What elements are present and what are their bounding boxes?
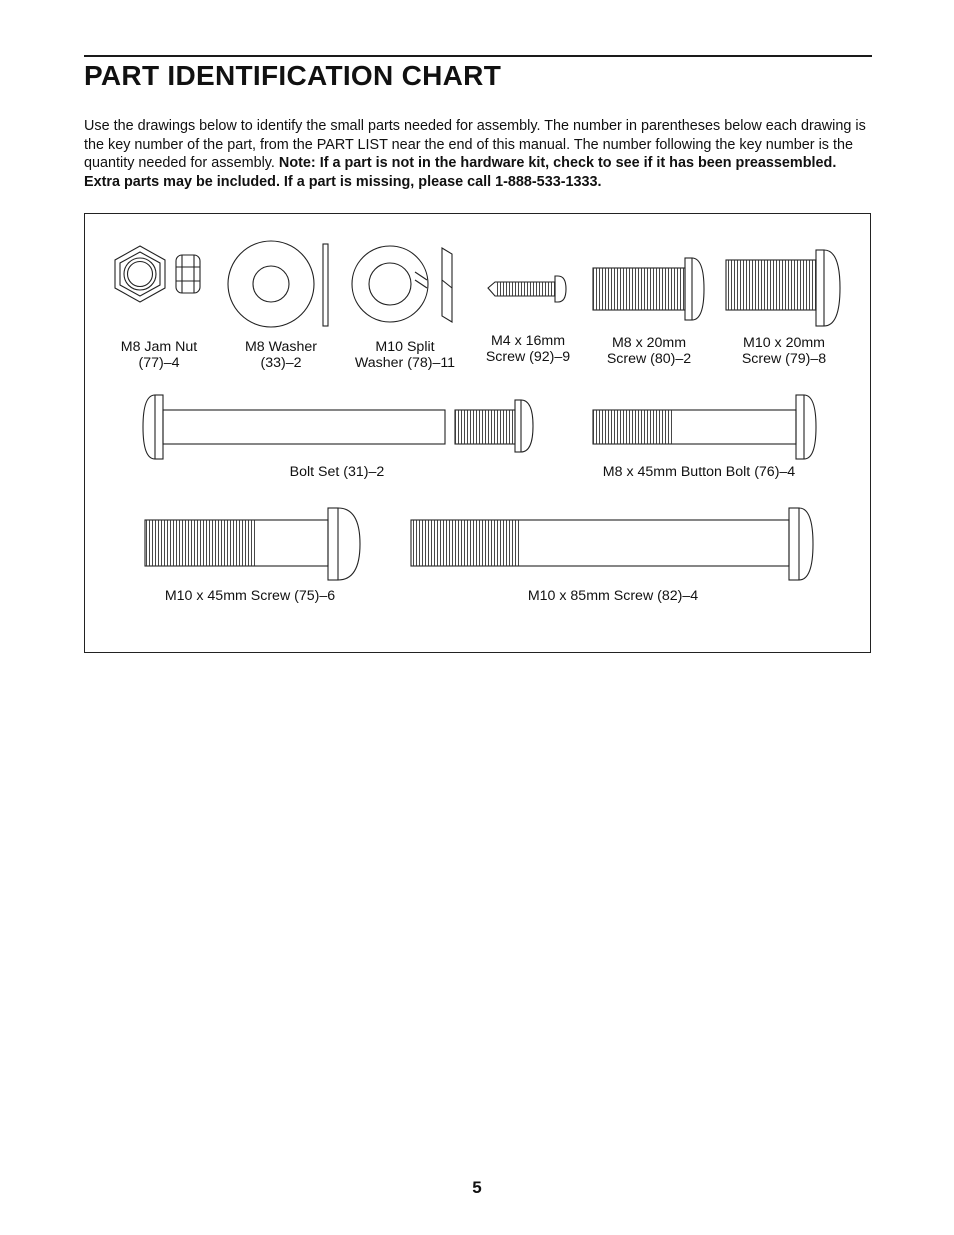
m8-45mm-button-bolt-drawing (593, 395, 816, 459)
part-key-qty: Washer (78)–11 (354, 354, 456, 371)
part-key-qty: Screw (79)–8 (741, 350, 827, 367)
part-name: M8 x 20mm (611, 335, 687, 351)
part-label-m10-85mm-screw (505, 589, 721, 605)
part-name: M10 x 45mm Screw (75)–6 (164, 588, 336, 604)
m10-45mm-screw-drawing (145, 508, 360, 580)
part-name: M8 x 45mm Button Bolt (76)–4 (602, 464, 796, 480)
part-label-bolt-set (265, 465, 409, 481)
part-label-m8-45mm-button-bolt (585, 465, 813, 481)
part-name: M10 Split (375, 339, 435, 355)
part-name: M10 x 20mm (743, 335, 825, 351)
part-name: M8 Jam Nut (120, 339, 198, 355)
intro-paragraph (84, 117, 874, 191)
part-label-m10-split-washer (345, 340, 465, 371)
part-label-m8-washer (225, 340, 337, 371)
parts-chart-box (84, 213, 871, 653)
intro-text: Use the drawings below to identify the small parts needed for assembly. The number in parentheses below each drawing is the key number of the part, from the PART LIST near the end of this manual. The number following the key number is the quantity needed for assembly. (84, 118, 866, 172)
part-name: M8 Washer (244, 339, 317, 355)
bolt-set-drawing (143, 395, 533, 459)
m10-85mm-screw-drawing (411, 508, 813, 580)
intro-note: Note: If a part is not in the hardware kit, check to see if it has been preassembled. Extra parts may be included. If a part is missing, please call 1-888-533-1333. (84, 155, 837, 190)
part-label-m10-45mm-screw (145, 589, 355, 605)
m8-washer-drawing (228, 241, 328, 327)
m10-split-washer-drawing (352, 246, 452, 322)
part-key-qty: Screw (80)–2 (606, 350, 692, 367)
m8-20mm-screw-drawing (593, 258, 704, 320)
part-key-qty: (33)–2 (260, 354, 302, 371)
part-label-m10-20mm-screw (730, 336, 838, 367)
part-name: M10 x 85mm Screw (82)–4 (527, 588, 699, 604)
part-name: M4 x 16mm (490, 333, 566, 349)
part-key-qty: Screw (92)–9 (485, 348, 571, 365)
part-name: Bolt Set (31)–2 (289, 464, 385, 480)
m8-jam-nut-drawing (115, 246, 200, 302)
part-label-m4-screw (475, 334, 581, 365)
page-title: PART IDENTIFICATION CHART (84, 60, 502, 91)
part-key-qty: (77)–4 (138, 354, 180, 371)
page-number: 5 (472, 1178, 482, 1197)
m4-screw-drawing (488, 276, 566, 302)
part-label-m8-20mm-screw (597, 336, 701, 367)
part-label-m8-jam-nut (107, 340, 211, 371)
header-rule (84, 55, 872, 57)
m10-20mm-screw-drawing (726, 250, 840, 326)
